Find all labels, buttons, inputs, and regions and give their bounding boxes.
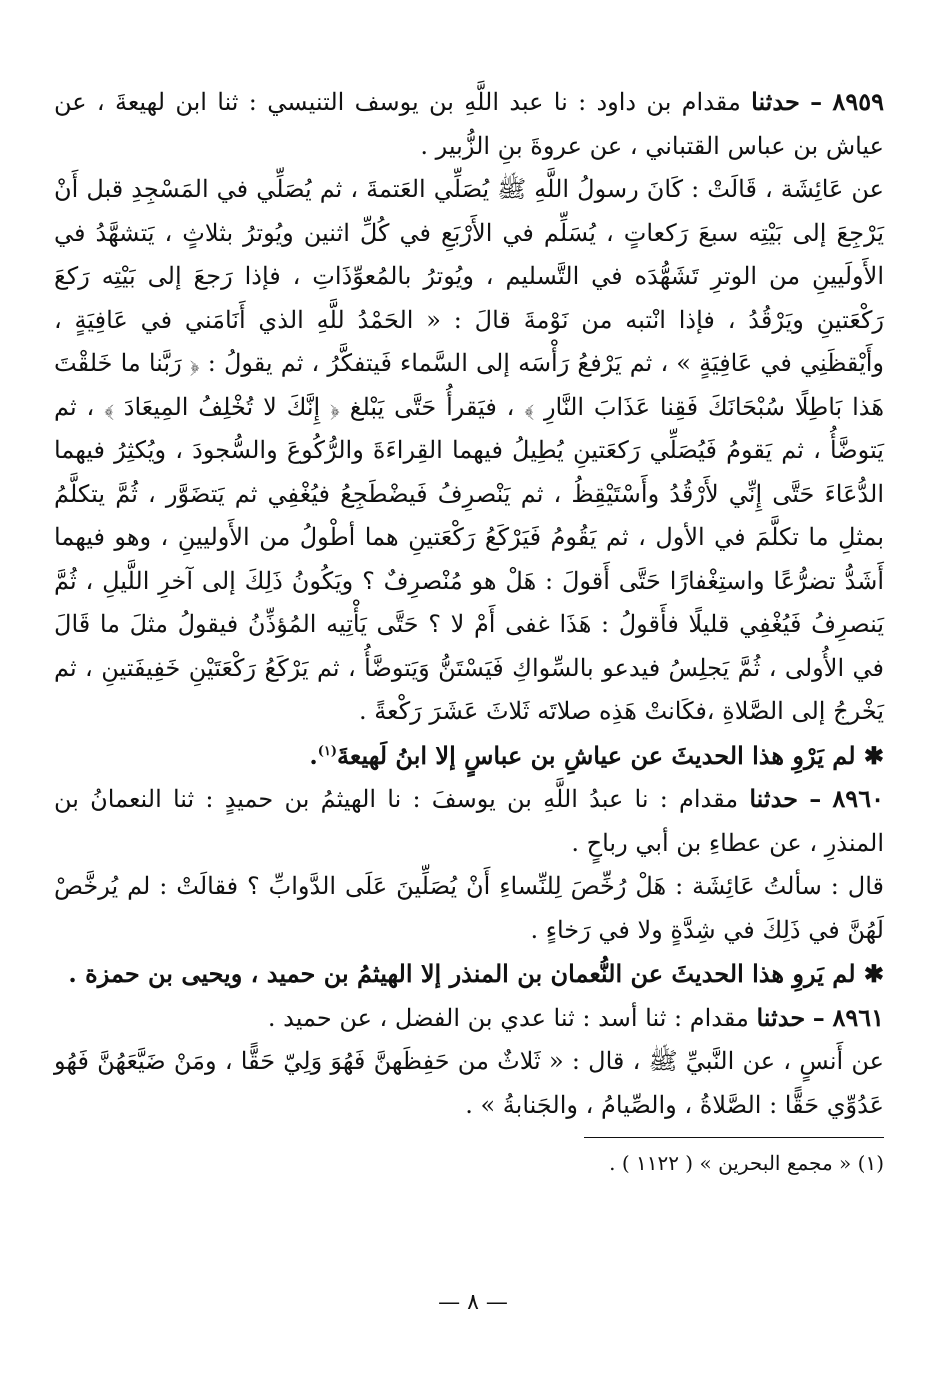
hadith-8960-isnad [54, 777, 884, 865]
hadith-8959-note [54, 734, 884, 778]
note-text: ✱ لم يَرْوِ هذا الحديثَ عن عياشِ بن عباسٍ إلا ابنُ لَهيعةَ [337, 740, 884, 770]
dash: – [809, 784, 822, 813]
hadith-8959-matn [54, 168, 884, 734]
hadith-8961-isnad [54, 996, 884, 1041]
matn-text: عن عَائِشَة ، قَالَتْ : كَانَ رسولُ اللَّهِ ﷺ يُصَلِّي العَتمةَ ، ثم يُصَلِّي في المَسْجِدِ قبل أَنْ يَرْجِعَ إلى بَيْتِه سبعَ رَكعاتٍ ، يُسَلِّم في الأَرْبَعِ في كُلِّ اثنين ويُوترُ بثلاثٍ ، يَتشهَّدُ في الأَولَيينِ من الوترِ تَشَهُّدَه في التَّسليم ، ويُوترُ بالمُعوِّذَاتِ ، فإذا رَجعَ إلى بَيْتِه رَكعَ رَكْعَتينِ ويَرْقُدُ ، فإذا انْتبه من نَوْمةَ قالَ : « الحَمْدُ للَّهِ الذي أَنَامَني في عَافِيَةٍ ، وأَيْقظَنِي في عَافِيَةٍ » ، ثم يَرْفعُ رَأْسَه إلى السَّماء فَيتفكَّرُ ، ثم يقولُ : ﴿ رَبَّنا ما خَلقْتَ هَذا بَاطِلًا سُبْحَانَكَ فَقِنا عَذَابَ النَّارِ ﴾ ، فيَقرأُ حَتَّى يَبْلغ ﴿ إِنَّكَ لا تُخْلِفُ المِيعَادَ ﴾ ، ثم يَتوضَّأُ ، ثم يَقومُ فَيُصَلِّي رَكعَتينِ يُطِيلُ فيهما القِراءَةَ والرُّكُوعَ والسُّجودَ ، ويُكثِرُ فيهما الدُّعَاءَ حَتَّى إِنِّي لأَرْقُدُ وأَسْتَيْقِظُ ، ثم يَنْصرِفُ فَيضْطَجِعُ فيُغْفِي ثم يَتضَوَّر ، ثُمَّ يتكلَّمُ بمثلِ ما تكلَّمَ في الأول ، ثم يَقُومُ فَيَرْكَعُ رَكْعَتينِ هما أطْولُ من الأَوليينِ ، وهو فيهما أَشَدُّ تضرُّعًا واستِغْفارًا حَتَّى أَقولَ : هَلْ هو مُنْصرِفٌ ؟ ويَكُونُ ذَلِكَ إلى آخرِ اللَّيلِ ، ثُمَّ يَنصرِفُ فَيُغْفِي قليلًا فأَقولُ : هَذَا غفى أَمْ لا ؟ حَتَّى يَأْتِيه المُؤذِّنُ فيقولُ مثلَ ما قَالَ في الأُولى ، ثُمَّ يَجلِسُ فيدعو بالسِّواكِ فَيَسْتَنُّ وَيَتوضَّأُ ، ثم يَرْكَعُ رَكْعَتَيْنِ خَفِيفَتينِ ، ثم يَخْرجُ إلى الصَّلاةِ ،فكَانتْ هَذِه صلاتَه ثَلاثَ عَشَرَ رَكْعةً . [54, 175, 885, 725]
hadith-8960-matn [54, 865, 884, 952]
hadith-8961-matn [54, 1040, 884, 1127]
isnad-text: مقدام بن داود : نا عبد اللَّهِ بن يوسف التنيسي : ثنا ابن لهيعةَ ، عن عياش بن عباس القتباني ، عن عروةَ بنِ الزُّبير . [54, 88, 884, 160]
note-text: ✱ لم يَروِ هذا الحديثَ عن النُّعمان بن المنذر إلا الهيثمُ بن حميد ، ويحيى بن حمزة . [68, 959, 884, 988]
haddathana-label: حدثنا [751, 87, 800, 116]
hadith-number: ٨٩٦١ [832, 1002, 884, 1032]
hadith-number: ٨٩٥٩ [832, 87, 884, 116]
haddathana-label: حدثنا [756, 1002, 806, 1032]
hadith-number: ٨٩٦٠ [832, 784, 884, 813]
dash: – [812, 1002, 825, 1032]
note-period: . [309, 740, 318, 770]
footnote-reference: (١) [317, 743, 338, 759]
page-number: — ٨ — [438, 1290, 508, 1315]
footnote-divider [584, 1137, 884, 1138]
dash: – [810, 87, 823, 116]
matn-text: عن أَنسٍ ، عن النَّبيِّ ﷺ ، قال : « ثَلاثٌ من حَفِظَهنَّ فَهُوَ وَلِيّ حَقًّا ، ومَنْ ضَيَّعَهُنَّ فَهُو عَدُوِّي حَقًّا : الصَّلاةُ ، والصِّيامُ ، والجَنابةُ » . [54, 1047, 884, 1119]
hadith-8960-note [54, 952, 884, 996]
footnote: (١) « مجمع البحرين » ( ١١٢٢ ) . [609, 1151, 884, 1175]
hadith-8959-isnad [54, 80, 884, 168]
matn-text: قال : سألتُ عَائِشَة : هَلْ رُخِّصَ لِلنِّساءِ أَنْ يُصَلِّينَ عَلَى الدَّوابِّ ؟ فقالَتْ : لم يُرخَّصْ لَهُنَّ في ذَلِكَ في شِدَّةٍ ولا في رَخاءٍ . [54, 872, 884, 944]
main-text [54, 80, 884, 1127]
haddathana-label: حدثنا [749, 784, 798, 813]
isnad-text: مقدام : نا عبدُ اللَّهِ بن يوسفَ : نا الهيثمُ بن حميدٍ : ثنا النعمانُ بن المنذرِ ، عن عطاءِ بن أبي رباحٍ . [54, 785, 884, 857]
isnad-text: مقدام : ثنا أسد : ثنا عدي بن الفضل ، عن حميد . [267, 1003, 749, 1032]
